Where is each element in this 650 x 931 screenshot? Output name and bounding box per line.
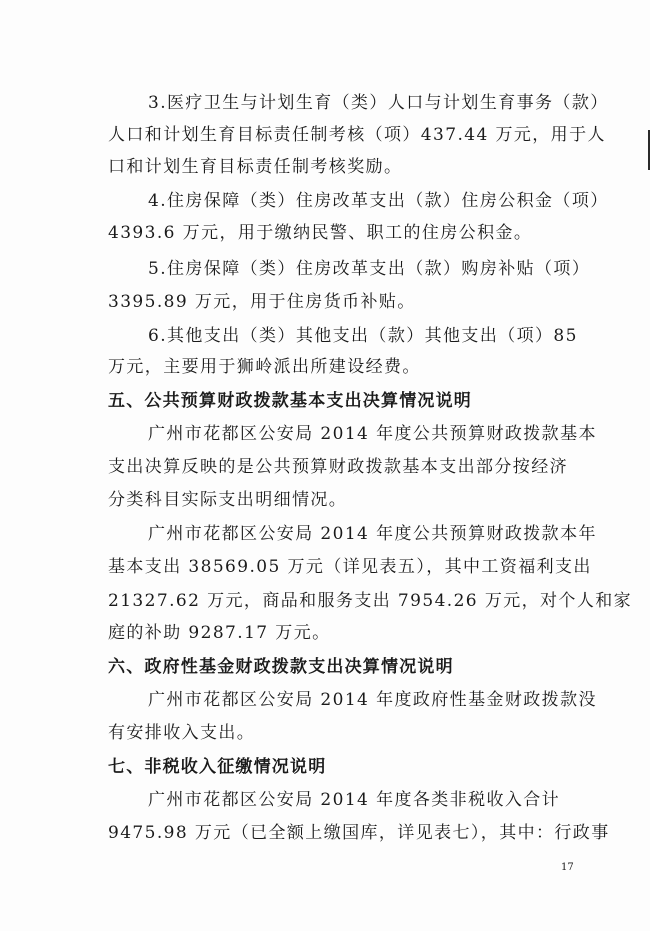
- para-item-4-line-2: 4393.6 万元，用于缴纳民警、职工的住房公积金。: [108, 223, 533, 243]
- para-s5-p2-line-2: 基本支出 38569.05 万元（详见表五），其中工资福利支出: [108, 557, 592, 577]
- para-s5-p1-line-2: 支出决算反映的是公共预算财政拨款基本支出部分按经济: [108, 457, 568, 477]
- para-s7-line-2: 9475.98 万元（已全额上缴国库，详见表七），其中：行政事: [108, 823, 610, 843]
- section-heading-5: 五、公共预算财政拨款基本支出决算情况说明: [108, 391, 472, 411]
- para-s7-line-1: 广州市花都区公安局 2014 年度各类非税收入合计: [148, 790, 561, 810]
- para-s5-p2-line-4: 庭的补助 9287.17 万元。: [108, 623, 331, 643]
- para-item-3-line-3: 口和计划生育目标责任制考核奖励。: [108, 157, 403, 177]
- para-item-6-line-2: 万元，主要用于狮岭派出所建设经费。: [108, 357, 421, 377]
- para-s6-line-2: 有安排收入支出。: [108, 723, 256, 743]
- para-item-3-line-1: 3.医疗卫生与计划生育（类）人口与计划生育事务（款）: [148, 93, 609, 113]
- para-s5-p2-line-1: 广州市花都区公安局 2014 年度公共预算财政拨款本年: [148, 524, 597, 544]
- para-item-3-line-2: 人口和计划生育目标责任制考核（项）437.44 万元，用于人: [108, 125, 606, 145]
- para-s5-p1-line-1: 广州市花都区公安局 2014 年度公共预算财政拨款基本: [148, 424, 597, 444]
- para-item-5-line-2: 3395.89 万元，用于住房货币补贴。: [108, 292, 416, 312]
- para-item-5-line-1: 5.住房保障（类）住房改革支出（款）购房补贴（项）: [148, 259, 591, 279]
- page-number: 17: [561, 862, 574, 873]
- para-s6-line-1: 广州市花都区公安局 2014 年度政府性基金财政拨款没: [148, 690, 597, 710]
- section-heading-7: 七、非税收入征缴情况说明: [108, 757, 327, 777]
- para-item-6-line-1: 6.其他支出（类）其他支出（款）其他支出（项）85: [148, 326, 578, 346]
- para-item-4-line-1: 4.住房保障（类）住房改革支出（款）住房公积金（项）: [148, 191, 609, 211]
- para-s5-p1-line-3: 分类科目实际支出明细情况。: [108, 490, 348, 510]
- section-heading-6: 六、政府性基金财政拨款支出决算情况说明: [108, 657, 454, 677]
- para-s5-p2-line-3: 21327.62 万元，商品和服务支出 7954.26 万元，对个人和家: [108, 591, 633, 611]
